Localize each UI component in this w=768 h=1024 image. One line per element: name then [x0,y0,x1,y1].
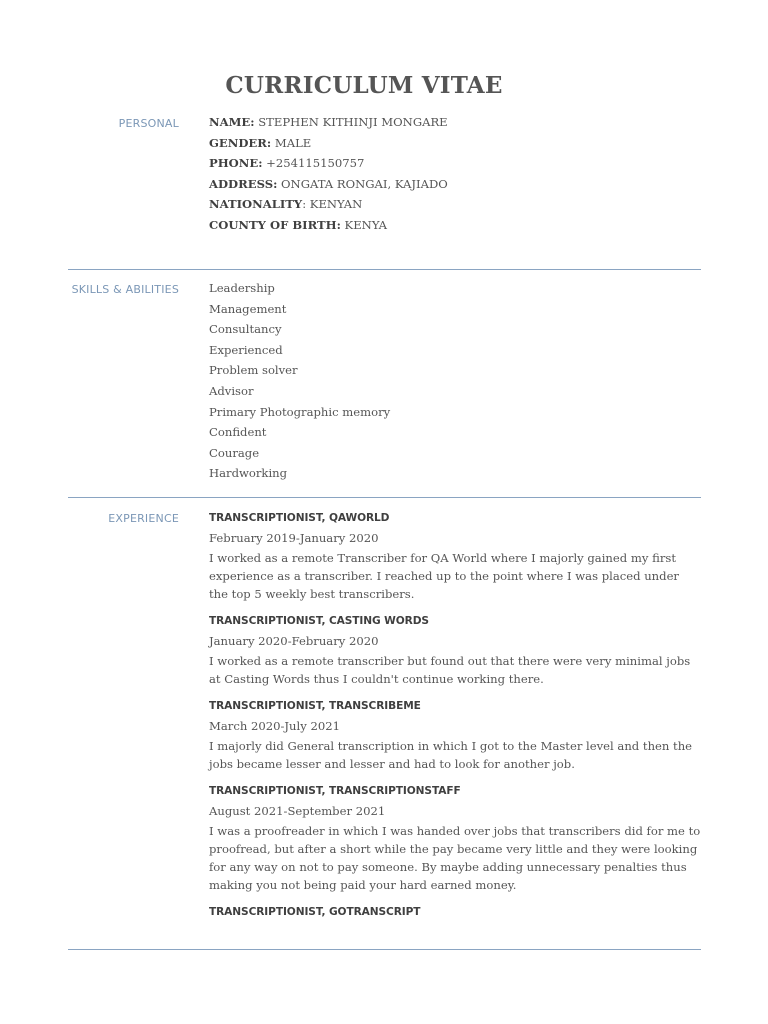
job-description: I majorly did General transcription in which I got to the Master level and then the jobs became lesser and lesser and had to look for another job. [209,739,693,771]
skill-item: Advisor [209,383,254,398]
job-entry [209,783,701,894]
skill-item: Courage [209,445,260,460]
job-title: TRANSCRIPTIONIST, GOTRANSCRIPT [209,906,421,918]
skill-item: Consultancy [209,322,282,337]
personal-field-county-of-birth [209,215,701,236]
field-value: MALE [271,135,312,150]
field-key: NAME: [209,115,255,129]
field-value: +254115150757 [262,156,365,171]
job-title: TRANSCRIPTIONIST, CASTING WORDS [209,615,429,627]
skills-list [209,278,701,484]
skill-item: Experienced [209,342,283,357]
job-entry [209,510,701,603]
job-dates: March 2020-July 2021 [209,719,340,733]
field-key: COUNTY OF BIRTH: [209,217,341,232]
field-value: KENYA [340,217,387,232]
personal-field-gender [209,133,701,154]
skill-item: Problem solver [209,363,298,378]
section-divider [68,949,701,950]
field-value: STEPHEN KITHINJI MONGARE [254,115,448,129]
job-title: TRANSCRIPTIONIST, TRANSCRIBEME [209,700,421,712]
skills-section-label: SKILLS & ABILITIES [71,283,179,296]
field-key: ADDRESS: [209,176,278,191]
personal-field-nationality [209,194,701,215]
job-entry [209,904,701,920]
skill-item: Confident [209,425,267,440]
personal-section-label: PERSONAL [118,117,179,130]
personal-fields [209,112,701,236]
job-dates: August 2021-September 2021 [209,804,386,818]
section-divider [68,269,701,270]
experience-section-label: EXPERIENCE [108,512,179,525]
personal-field-name [209,112,701,133]
experience-list [209,510,701,930]
job-dates: January 2020-February 2020 [209,634,379,648]
job-description: I worked as a remote transcriber but found out that there were very minimal jobs at Casting Words thus I couldn't continue working there. [209,654,691,686]
personal-field-phone [209,153,701,174]
field-key: GENDER: [209,135,272,150]
job-dates: February 2019-January 2020 [209,531,379,545]
job-entry [209,698,701,773]
job-entry [209,613,701,688]
document-title: CURRICULUM VITAE [225,72,503,99]
job-description: I worked as a remote Transcriber for QA World where I majorly gained my first experience as a transcriber. I reached up to the point where I was placed under the top 5 weekly best transcribers. [209,551,679,601]
job-title: TRANSCRIPTIONIST, TRANSCRIPTIONSTAFF [209,785,461,797]
field-key: NATIONALITY [209,197,303,212]
skill-item: Primary Photographic memory [209,404,391,419]
field-value: ONGATA RONGAI, KAJIADO [277,176,448,191]
job-description: I was a proofreader in which I was handed over jobs that transcribers did for me to proofread, but after a short while the pay became very little and they were looking for any way on not to pay someone. By maybe adding unnecessary penalties thus making you not being paid your hard earned money. [209,824,701,892]
skill-item: Hardworking [209,466,288,481]
section-divider [68,497,701,498]
skill-item: Management [209,301,287,316]
skill-item: Leadership [209,281,275,295]
field-value: : KENYAN [302,197,363,212]
field-key: PHONE: [209,156,263,171]
personal-field-address [209,174,701,195]
job-title: TRANSCRIPTIONIST, QAWORLD [209,512,390,524]
